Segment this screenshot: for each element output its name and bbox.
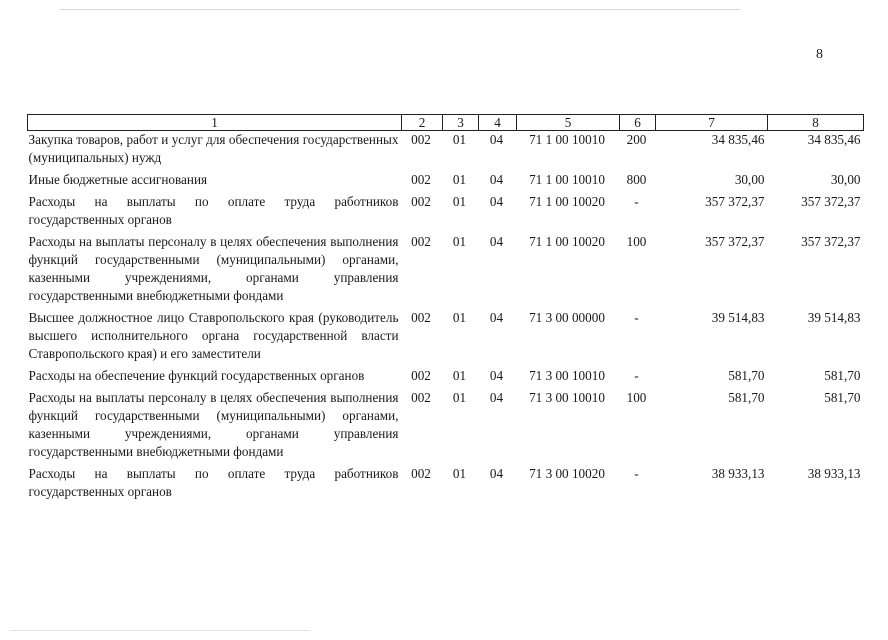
amount-col7: 39 514,83 xyxy=(711,310,765,325)
amount-col8: 581,70 xyxy=(824,390,861,405)
code-subsection: 04 xyxy=(489,132,504,147)
code-expense-type: - xyxy=(634,368,639,383)
expense-name: Расходы на выплаты по оплате труда работников государственных органов xyxy=(28,466,399,499)
code-section: 01 xyxy=(452,172,467,187)
amount-col7: 38 933,13 xyxy=(711,466,765,481)
table-row xyxy=(28,389,864,465)
amount-col8: 30,00 xyxy=(830,172,861,187)
code-section: 01 xyxy=(452,194,467,209)
table-row xyxy=(28,233,864,309)
scan-artifact-top xyxy=(60,9,740,10)
code-expense-type: 800 xyxy=(626,172,647,187)
code-subsection: 04 xyxy=(489,234,504,249)
code-expense-type: 100 xyxy=(626,390,647,405)
code-ministry: 002 xyxy=(411,368,431,383)
budget-table xyxy=(27,114,864,505)
code-ministry: 002 xyxy=(411,310,431,325)
expense-name: Расходы на выплаты по оплате труда работников государственных органов xyxy=(28,194,399,227)
column-header: 4 xyxy=(479,115,517,131)
code-target: 71 1 00 10020 xyxy=(529,234,605,249)
table-row xyxy=(28,367,864,389)
code-expense-type: - xyxy=(634,194,639,209)
code-expense-type: - xyxy=(634,310,639,325)
code-target: 71 3 00 00000 xyxy=(529,310,605,325)
code-section: 01 xyxy=(452,310,467,325)
code-ministry: 002 xyxy=(411,172,431,187)
amount-col7: 357 372,37 xyxy=(705,234,765,249)
column-header: 1 xyxy=(28,115,402,131)
expense-name: Высшее должностное лицо Ставропольского края (руководитель высшего исполнительного органа государственной власти Ставропольского края) и его заместители xyxy=(28,310,399,361)
code-subsection: 04 xyxy=(489,172,504,187)
amount-col7: 357 372,37 xyxy=(705,194,765,209)
code-target: 71 1 00 10010 xyxy=(529,172,605,187)
column-header: 8 xyxy=(768,115,864,131)
code-target: 71 3 00 10010 xyxy=(529,390,605,405)
column-header: 5 xyxy=(517,115,620,131)
amount-col7: 34 835,46 xyxy=(711,132,765,147)
code-section: 01 xyxy=(452,368,467,383)
code-ministry: 002 xyxy=(411,390,431,405)
expense-name: Расходы на выплаты персоналу в целях обеспечения выполнения функций государственными (муниципальными) органами, казенными учреждениями, органами управления государственными внебюджетными фондами xyxy=(28,390,399,459)
code-ministry: 002 xyxy=(411,194,431,209)
column-header: 6 xyxy=(620,115,656,131)
code-subsection: 04 xyxy=(489,310,504,325)
code-ministry: 002 xyxy=(411,234,431,249)
code-ministry: 002 xyxy=(411,466,431,481)
page-number: 8 xyxy=(816,47,823,62)
table-row xyxy=(28,193,864,233)
code-target: 71 3 00 10010 xyxy=(529,368,605,383)
column-header: 3 xyxy=(443,115,479,131)
code-section: 01 xyxy=(452,234,467,249)
amount-col8: 39 514,83 xyxy=(807,310,861,325)
code-target: 71 3 00 10020 xyxy=(529,466,605,481)
amount-col7: 30,00 xyxy=(734,172,765,187)
column-header: 2 xyxy=(402,115,443,131)
expense-name: Расходы на выплаты персоналу в целях обеспечения выполнения функций государственными (муниципальными) органами, казенными учреждениями, органами управления государственными внебюджетными фондами xyxy=(28,234,399,303)
expense-name: Иные бюджетные ассигнования xyxy=(28,172,208,187)
code-subsection: 04 xyxy=(489,194,504,209)
code-target: 71 1 00 10010 xyxy=(529,132,605,147)
header-row xyxy=(28,115,864,131)
expense-name: Закупка товаров, работ и услуг для обеспечения государственных (муниципальных) нужд xyxy=(28,132,399,165)
code-target: 71 1 00 10020 xyxy=(529,194,605,209)
scan-artifact-bottom xyxy=(10,630,310,631)
amount-col7: 581,70 xyxy=(728,368,765,383)
table-row xyxy=(28,465,864,505)
table-row xyxy=(28,171,864,193)
amount-col8: 581,70 xyxy=(824,368,861,383)
column-header: 7 xyxy=(656,115,768,131)
amount-col8: 357 372,37 xyxy=(801,234,861,249)
table-row xyxy=(28,131,864,172)
table-row xyxy=(28,309,864,367)
code-expense-type: 100 xyxy=(626,234,647,249)
expense-name: Расходы на обеспечение функций государственных органов xyxy=(28,368,365,383)
amount-col8: 38 933,13 xyxy=(807,466,861,481)
code-expense-type: 200 xyxy=(626,132,647,147)
amount-col8: 357 372,37 xyxy=(801,194,861,209)
code-subsection: 04 xyxy=(489,368,504,383)
amount-col8: 34 835,46 xyxy=(807,132,861,147)
code-section: 01 xyxy=(452,132,467,147)
code-ministry: 002 xyxy=(411,132,431,147)
code-subsection: 04 xyxy=(489,390,504,405)
code-expense-type: - xyxy=(634,466,639,481)
code-subsection: 04 xyxy=(489,466,504,481)
code-section: 01 xyxy=(452,466,467,481)
code-section: 01 xyxy=(452,390,467,405)
amount-col7: 581,70 xyxy=(728,390,765,405)
